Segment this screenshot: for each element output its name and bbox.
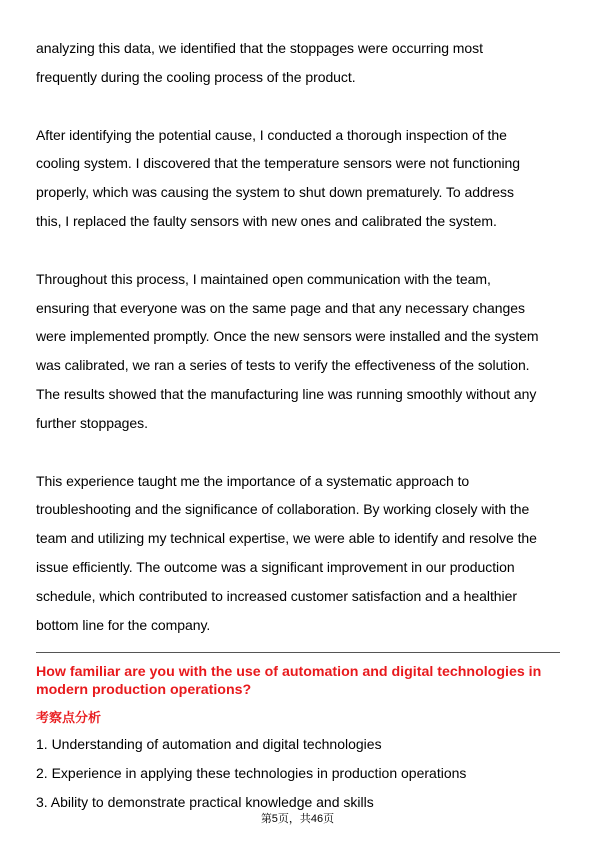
text-line: this, I replaced the faulty sensors with new ones and calibrated the system. [36, 212, 497, 229]
text-line: troubleshooting and the significance of collaboration. By working closely with the [36, 501, 530, 518]
section-divider [36, 652, 560, 653]
answer-paragraph-2 [36, 121, 560, 236]
list-item: 2. Experience in applying these technologies in production operations [36, 765, 467, 782]
text-line: bottom line for the company. [36, 616, 211, 633]
text-line: cooling system. I discovered that the temperature sensors were not functioning [36, 155, 521, 172]
answer-paragraph-4 [36, 467, 560, 640]
text-line: properly, which was causing the system to shut down prematurely. To address [36, 184, 514, 201]
answer-paragraph-1 [36, 34, 560, 92]
text-line: analyzing this data, we identified that the stoppages were occurring most [36, 40, 483, 56]
question-heading [36, 663, 560, 699]
question-line-2: modern production operations? [36, 682, 252, 699]
question-line-1: How familiar are you with the use of automation and digital technologies in [36, 664, 542, 681]
text-line: After identifying the potential cause, I conducted a thorough inspection of the [36, 126, 507, 143]
page-content [36, 34, 560, 817]
analysis-heading: 考察点分析 [36, 710, 102, 726]
list-item: 1. Understanding of automation and digital technologies [36, 736, 382, 753]
analysis-points-list [36, 730, 560, 817]
text-line: Throughout this process, I maintained open communication with the team, [36, 270, 491, 287]
page-number-footer: 第5页，共46页 [260, 813, 335, 825]
text-line: further stoppages. [36, 414, 148, 431]
text-line: team and utilizing my technical expertise, we were able to identify and resolve the [36, 530, 537, 547]
text-line: frequently during the cooling process of the product. [36, 68, 356, 85]
text-line: This experience taught me the importance of a systematic approach to [36, 472, 470, 489]
text-line: The results showed that the manufacturing line was running smoothly without any [36, 385, 537, 402]
text-line: was calibrated, we ran a series of tests to verify the effectiveness of the solution. [36, 357, 530, 374]
text-line: ensuring that everyone was on the same page and that any necessary changes [36, 299, 525, 316]
text-line: schedule, which contributed to increased customer satisfaction and a healthier [36, 587, 517, 604]
list-item: 3. Ability to demonstrate practical knowledge and skills [36, 794, 374, 811]
answer-paragraph-3 [36, 265, 560, 438]
text-line: were implemented promptly. Once the new sensors were installed and the system [36, 328, 539, 345]
text-line: issue efficiently. The outcome was a significant improvement in our production [36, 558, 515, 575]
